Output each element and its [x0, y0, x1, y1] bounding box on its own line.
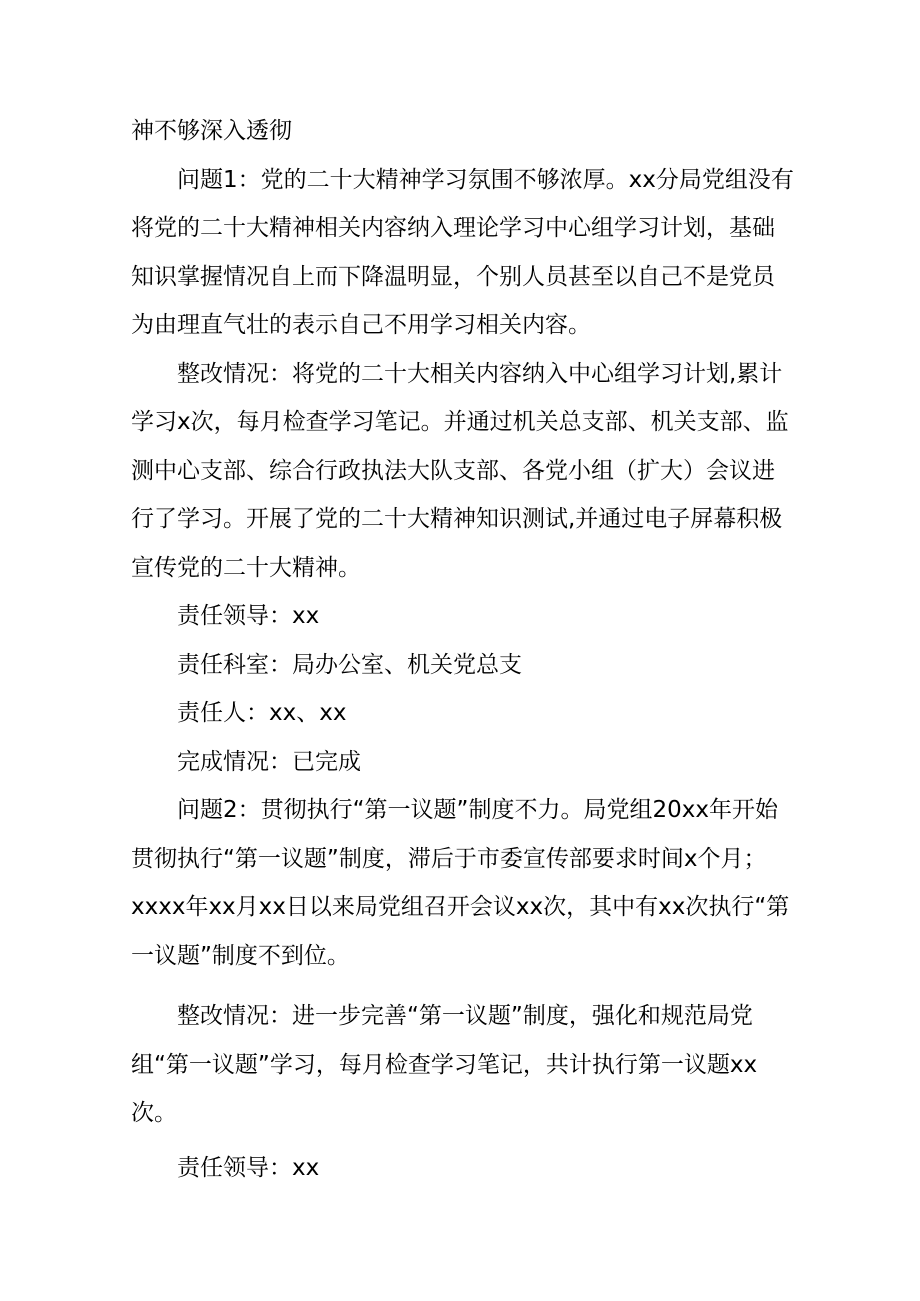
text-line: 神不够深入透彻	[131, 118, 292, 144]
paragraph-responsible-leader-1	[131, 592, 791, 641]
text-line: 问题2：贯彻执行“第一议题”制度不力。局党组20xx年开始	[177, 797, 778, 823]
paragraph-completion-status-1	[131, 738, 791, 787]
text-line: 问题1：党的二十大精神学习氛围不够浓厚。xx分局党组没有	[177, 166, 794, 193]
text-line: 责任科室：局办公室、机关党总支	[177, 651, 522, 678]
paragraph-issue-2	[131, 786, 791, 980]
paragraph-responsible-person-1	[131, 689, 791, 738]
text-line: 责任人：xx、xx	[177, 700, 347, 726]
text-line: 一议题”制度不到位。	[131, 942, 350, 969]
text-line: 责任领导：xx	[177, 603, 320, 629]
text-line: 次。	[131, 1100, 177, 1126]
text-line: 组“第一议题”学习，每月检查学习笔记，共计执行第一议题xx	[131, 1051, 758, 1078]
text-line: 整改情况：进一步完善“第一议题”制度，强化和规范局党	[177, 1003, 753, 1029]
paragraph-rectification-1	[131, 350, 791, 593]
text-line: 为由理直气壮的表示自己不用学习相关内容。	[131, 312, 591, 338]
text-line: 将党的二十大精神相关内容纳入理论学习中心组学习计划，基础	[131, 215, 775, 241]
paragraph-responsible-leader-2	[131, 1144, 791, 1193]
text-line: 行了学习。开展了党的二十大精神知识测试,并通过电子屏幕积极	[131, 506, 783, 532]
paragraph-rectification-2	[131, 992, 791, 1138]
document-body	[131, 107, 794, 1192]
paragraph-issue-1	[131, 156, 794, 350]
text-line: 宣传党的二十大精神。	[131, 554, 361, 581]
text-line: xxxx年xx月xx日以来局党组召开会议xx次，其中有xx次执行“第	[131, 894, 790, 920]
text-line: 整改情况：将党的二十大相关内容纳入中心组学习计划,累计	[177, 360, 783, 387]
text-line: 知识掌握情况自上而下降温明显，个别人员甚至以自己不是党员	[131, 263, 775, 290]
text-line: 完成情况：已完成	[177, 748, 361, 775]
text-line: 贯彻执行“第一议题”制度，滞后于市委宣传部要求时间x个月；	[131, 845, 767, 872]
paragraph-continuation	[131, 107, 791, 156]
paragraph-responsible-department-1	[131, 641, 791, 690]
text-line: 学习x次，每月检查学习笔记。并通过机关总支部、机关支部、监	[131, 409, 789, 435]
text-line: 责任领导：xx	[177, 1154, 320, 1181]
text-line: 测中心支部、综合行政执法大队支部、各党小组（扩大）会议进	[131, 457, 775, 484]
